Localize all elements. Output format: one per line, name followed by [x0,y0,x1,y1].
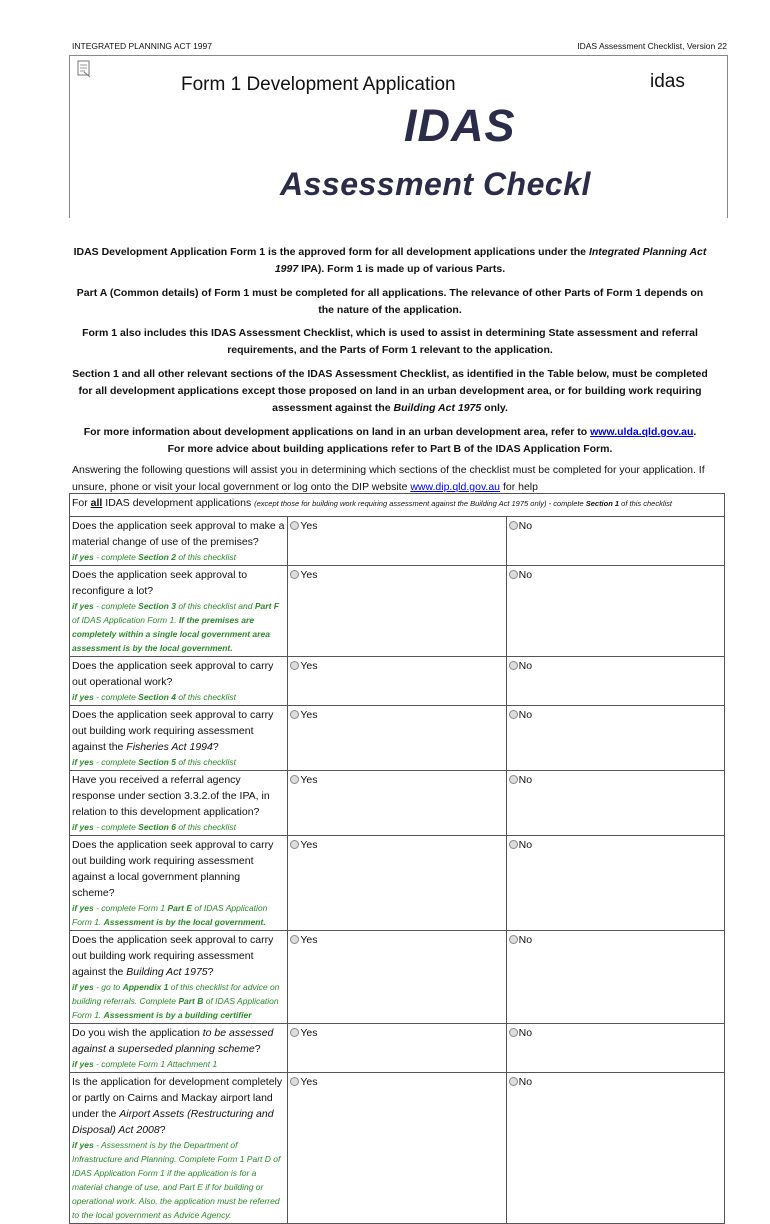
no-option[interactable]: No [506,771,724,836]
question-cell: Do you wish the application to be assessed against a superseded planning scheme? if yes - complete Form 1 Attachment 1 [70,1024,288,1073]
idas-heading: IDAS [404,100,516,151]
radio-button-icon[interactable] [509,710,518,719]
radio-button-icon[interactable] [290,570,299,579]
intro-paragraph-2: Part A (Common details) of Form 1 must be completed for all applications. The relevance of other Parts of Form 1 depends on the nature of the application. [76,287,704,316]
yes-option[interactable]: Yes [288,566,506,657]
intro-paragraph-5: For more information about development applications on land in an urban development area, refer to www.ulda.qld.gov.au. For more advice about building applications refer to Part B of the IDAS Application Form. [83,426,697,455]
radio-button-icon[interactable] [290,935,299,944]
table-row [70,1024,725,1073]
ulda-link[interactable]: www.ulda.qld.gov.au [590,426,694,438]
yes-option[interactable]: Yes [288,931,506,1024]
running-header-right: IDAS Assessment Checklist, Version 22 [577,41,727,51]
yes-option[interactable]: Yes [288,706,506,771]
radio-button-icon[interactable] [509,840,518,849]
table-row [70,517,725,566]
yes-option[interactable]: Yes [288,771,506,836]
radio-button-icon[interactable] [290,1028,299,1037]
table-row [70,771,725,836]
dip-website-link[interactable]: www.dip.qld.gov.au [410,481,501,493]
radio-button-icon[interactable] [509,1077,518,1086]
yes-option[interactable]: Yes [288,517,506,566]
question-cell: Does the application seek approval to reconfigure a lot? if yes - complete Section 3 of this checklist and Part F of IDAS Application Form 1. If the premises are completely within a single local government area assessment is by the local government. [70,566,288,657]
checklist-title: Assessment Checkl [280,166,591,202]
yes-option[interactable]: Yes [288,1073,506,1224]
table-row [70,706,725,771]
radio-button-icon[interactable] [509,570,518,579]
intro-paragraph-3: Form 1 also includes this IDAS Assessment Checklist, which is used to assist in determining State assessment and referral requirements, and the Parts of Form 1 relevant to the application. [82,327,698,356]
question-cell: Does the application seek approval to carry out building work requiring assessment against the Building Act 1975? if yes - go to Appendix 1 of this checklist for advice on building referrals. Complete Part B of IDAS Application Form 1. Assessment is by a building certifier [70,931,288,1024]
radio-button-icon[interactable] [509,1028,518,1037]
form-title: Form 1 Development Application [181,74,456,95]
radio-button-icon[interactable] [509,935,518,944]
no-option[interactable]: No [506,1073,724,1224]
checklist-table [69,493,725,1224]
radio-button-icon[interactable] [290,521,299,530]
radio-button-icon[interactable] [509,661,518,670]
title-block [69,55,728,218]
question-cell: Does the application seek approval to make a material change of use of the premises? if yes - complete Section 2 of this checklist [70,517,288,566]
question-cell: Does the application seek approval to carry out operational work? if yes - complete Section 4 of this checklist [70,657,288,706]
guide-text: Answering the following questions will assist you in determining which sections of the checklist must be completed for your application. If unsure, phone or visit your local government or log onto the DIP website www.dip.qld.gov.au for help [72,464,705,493]
no-option[interactable]: No [506,517,724,566]
radio-button-icon[interactable] [290,661,299,670]
no-option[interactable]: No [506,566,724,657]
running-header-left: INTEGRATED PLANNING ACT 1997 [72,41,212,51]
table-row [70,1073,725,1224]
no-option[interactable]: No [506,836,724,931]
question-cell: Have you received a referral agency response under section 3.3.2.of the IPA, in relation to this development application? if yes - complete Section 6 of this checklist [70,771,288,836]
yes-option[interactable]: Yes [288,836,506,931]
intro-paragraph-4: Section 1 and all other relevant sections of the IDAS Assessment Checklist, as identified in the Table below, must be completed for all development applications except those proposed on land in an urban development area, or for building work requiring assessment against the Building Act 1975 only. [72,368,708,414]
table-row [70,931,725,1024]
yes-option[interactable]: Yes [288,657,506,706]
intro-paragraph-1: IDAS Development Application Form 1 is the approved form for all development applications under the Integrated Planning Act 1997 IPA). Form 1 is made up of various Parts. [73,246,707,275]
no-option[interactable]: No [506,706,724,771]
table-row [70,836,725,931]
radio-button-icon[interactable] [290,775,299,784]
table-row [70,566,725,657]
all-applications-cell: For all IDAS development applications (except those for building work requiring assessment against the Building Act 1975 only) - complete Section 1 of this checklist [70,494,725,517]
no-option[interactable]: No [506,1024,724,1073]
idas-wordmark-small: idas [650,71,685,92]
radio-button-icon[interactable] [290,710,299,719]
yes-option[interactable]: Yes [288,1024,506,1073]
question-cell: Is the application for development completely or partly on Cairns and Mackay airport land under the Airport Assets (Restructuring and Disposal) Act 2008? if yes - Assessment is by the Department of Infrastructure and Planning. Complete Form 1 Part D of IDAS Application Form 1 if the application is for a material change of use, and Part E if for building or operational work. Also, the application must be referred to the local government as Advice Agency. [70,1073,288,1224]
no-option[interactable]: No [506,931,724,1024]
form-document-icon [76,60,92,78]
question-cell: Does the application seek approval to carry out building work requiring assessment against a local government planning scheme? if yes - complete Form 1 Part E of IDAS Application Form 1. Assessment is by the local government. [70,836,288,931]
no-option[interactable]: No [506,657,724,706]
intro-paragraph-6: For more advice about building applications refer to Part B of the IDAS Application Form. [167,443,613,455]
radio-button-icon[interactable] [509,775,518,784]
table-row-all [70,494,725,517]
table-row [70,657,725,706]
radio-button-icon[interactable] [509,521,518,530]
radio-button-icon[interactable] [290,1077,299,1086]
radio-button-icon[interactable] [290,840,299,849]
question-cell: Does the application seek approval to carry out building work requiring assessment against the Fisheries Act 1994? if yes - complete Section 5 of this checklist [70,706,288,771]
